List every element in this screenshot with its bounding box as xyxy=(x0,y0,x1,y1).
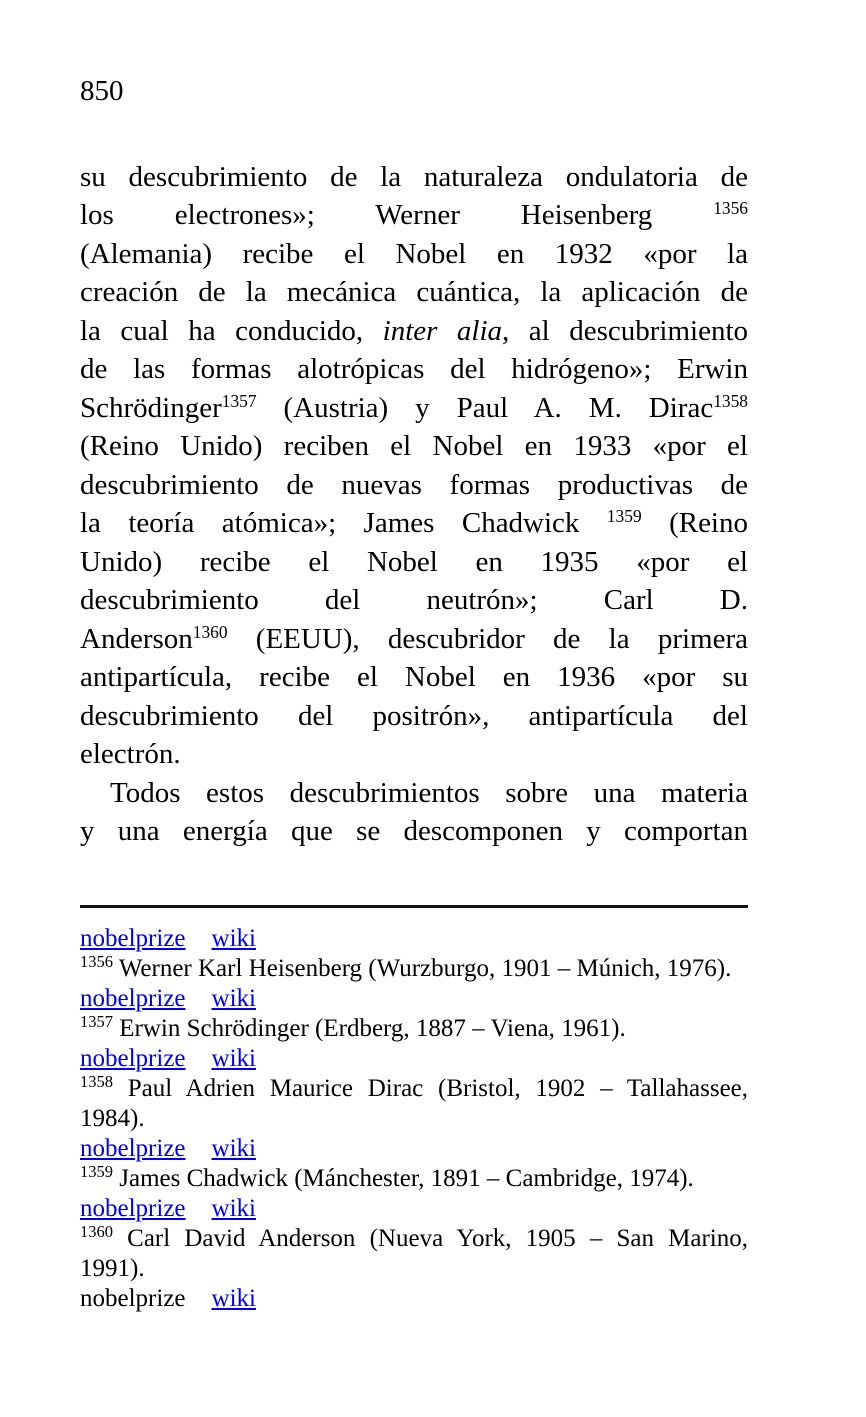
text-line xyxy=(80,158,748,197)
footnote-text-line: $^{1360}$ Carl David Anderson (Nueva York, 1905 – San Marino, xyxy=(80,1222,748,1252)
nobelprize-link[interactable]: nobelprize xyxy=(80,1194,186,1222)
page-content xyxy=(80,0,748,1314)
footnote-separator xyxy=(80,905,748,908)
text-run: (Alemania) recibe el Nobel en 1932 «por la xyxy=(80,237,748,270)
text-line xyxy=(80,543,748,582)
text-line xyxy=(80,658,748,697)
nobelprize-link[interactable]: nobelprize xyxy=(80,924,186,952)
text-line xyxy=(80,235,748,274)
footnotes-list xyxy=(80,924,748,1314)
text-run: , al descubrimiento xyxy=(502,314,749,347)
footnote-ref: 1360 xyxy=(192,621,228,642)
nobelprize-link: nobelprize xyxy=(80,1284,186,1312)
text-run: creación de la mecánica cuántica, la aplicación de xyxy=(80,276,748,308)
text-run: de las formas alotrópicas del hidrógeno»; Erwin xyxy=(80,353,748,385)
text-run: los electrones»; Werner Heisenberg xyxy=(80,199,714,231)
wiki-link[interactable]: wiki xyxy=(211,1044,256,1072)
text-line xyxy=(80,466,748,505)
footnote-links-row xyxy=(80,1044,748,1074)
wiki-link[interactable]: wiki xyxy=(211,1134,256,1162)
wiki-link[interactable]: wiki xyxy=(211,984,256,1012)
text-run: descubrimiento de nuevas formas productivas de xyxy=(80,468,748,501)
text-line xyxy=(80,427,748,466)
text-run: (Reino Unido) reciben el Nobel en 1933 «por el xyxy=(80,430,748,462)
footnote-text-line: $^{1358}$ Paul Adrien Maurice Dirac (Bristol, 1902 – Tallahassee, xyxy=(80,1072,749,1102)
footnote-text-line: $^{1359}$ James Chadwick (Mánchester, 1891 – Cambridge, 1974). xyxy=(80,1162,694,1192)
text-run: y una energía que se descomponen y comportan xyxy=(80,815,748,847)
footnote-text-line: 1984). xyxy=(80,1104,145,1132)
page-number: 850 xyxy=(80,75,124,107)
text-run: antipartícula, recibe el Nobel en 1936 «por su xyxy=(80,661,748,693)
body-paragraph xyxy=(80,774,748,851)
text-run: Unido) recibe el Nobel en 1935 «por el xyxy=(80,545,748,578)
italic-text: inter alia xyxy=(382,314,503,347)
footnote-number: 1357 xyxy=(80,1012,113,1032)
footnote-links-row xyxy=(80,984,748,1014)
footnote-links-row xyxy=(80,1134,748,1164)
text-run: la teoría atómica»; James Chadwick xyxy=(80,507,607,539)
footnote-text-line: 1991). xyxy=(80,1254,145,1282)
footnote-ref: 1357 xyxy=(221,390,257,411)
footnote-links-row xyxy=(80,1194,748,1224)
footnote-text-line: $^{1356}$ Werner Karl Heisenberg (Wurzburgo, 1901 – Múnich, 1976). xyxy=(80,952,732,982)
text-run: descubrimiento del neutrón»; Carl D. xyxy=(80,584,748,616)
footnote-links-row xyxy=(80,1284,748,1314)
nobelprize-link[interactable]: nobelprize xyxy=(80,1044,186,1072)
footnote-number: 1360 xyxy=(80,1222,113,1242)
text-run: (Reino xyxy=(641,507,748,539)
text-run: Anderson xyxy=(80,622,193,655)
text-line xyxy=(80,812,748,851)
body-paragraph xyxy=(80,158,748,774)
body-text xyxy=(80,158,748,851)
wiki-link[interactable]: wiki xyxy=(211,1284,256,1312)
text-line xyxy=(80,504,748,543)
nobelprize-link[interactable]: nobelprize xyxy=(80,984,186,1012)
nobelprize-link[interactable]: nobelprize xyxy=(80,1134,186,1162)
footnote-links-row xyxy=(80,924,748,954)
text-run: electrón. xyxy=(80,738,181,770)
footnote-ref: 1358 xyxy=(713,390,748,411)
text-line xyxy=(80,312,748,351)
wiki-link[interactable]: wiki xyxy=(211,1194,256,1222)
footnote-text-line: $^{1357}$ Erwin Schrödinger (Erdberg, 1887 – Viena, 1961). xyxy=(80,1012,626,1042)
text-line xyxy=(80,196,748,235)
footnote-ref: 1356 xyxy=(713,198,748,219)
footnote-number: 1358 xyxy=(80,1072,113,1092)
text-run: la cual ha conducido, xyxy=(80,314,383,347)
text-run: Todos estos descubrimientos sobre una materia xyxy=(110,776,748,809)
text-run: (EEUU), descubridor de la primera xyxy=(227,622,748,655)
text-line xyxy=(80,389,748,428)
footnote-number: 1356 xyxy=(80,952,113,972)
footnote-ref: 1359 xyxy=(606,506,642,527)
text-line xyxy=(80,774,748,813)
text-line xyxy=(80,581,748,620)
text-line xyxy=(80,697,748,736)
footnote-number: 1359 xyxy=(80,1162,113,1182)
text-run: Schrödinger xyxy=(80,391,222,424)
text-line xyxy=(80,620,748,659)
text-run: su descubrimiento de la naturaleza ondulatoria de xyxy=(80,160,748,193)
text-line xyxy=(80,273,748,312)
text-line xyxy=(80,735,748,774)
wiki-link[interactable]: wiki xyxy=(211,924,256,952)
text-run: (Austria) y Paul A. M. Dirac xyxy=(256,391,714,424)
text-run: descubrimiento del positrón», antipartícula del xyxy=(80,699,748,732)
text-line xyxy=(80,350,748,389)
